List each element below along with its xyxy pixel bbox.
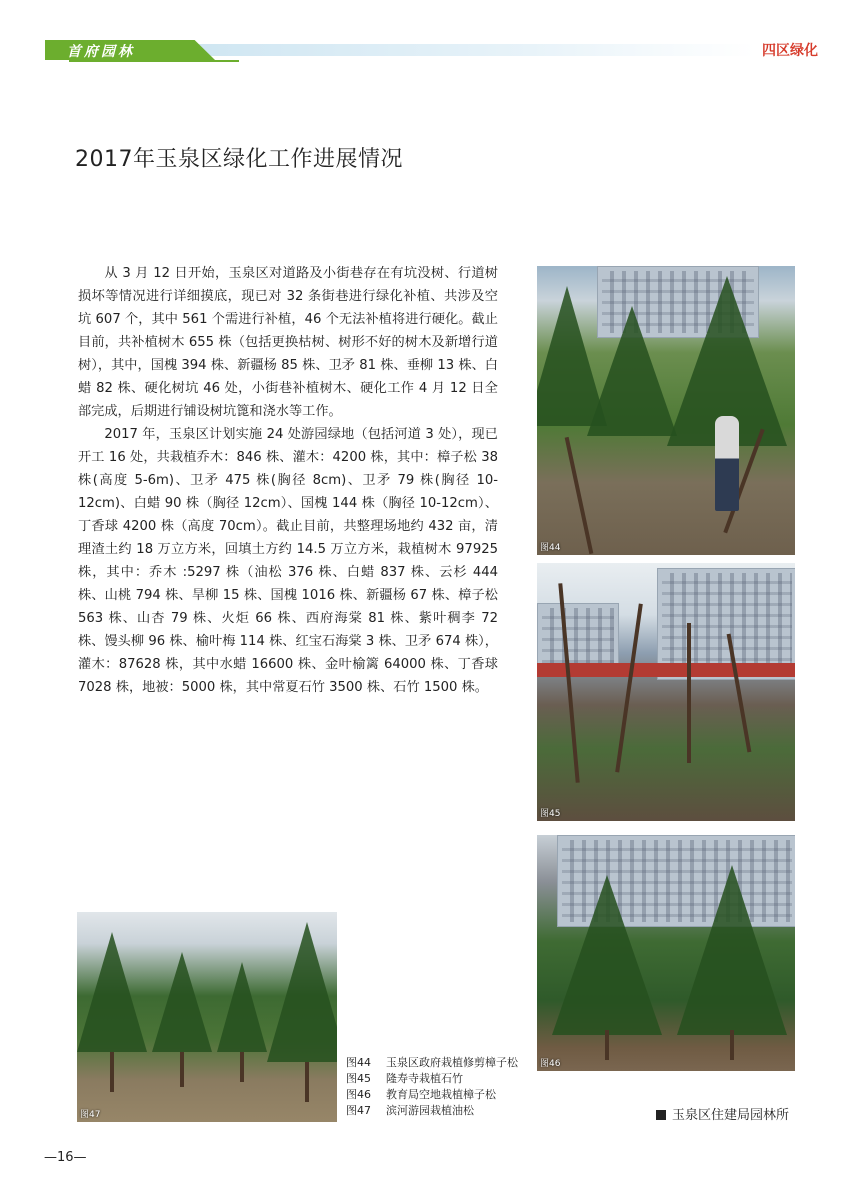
worker (715, 416, 739, 511)
tree-trunk (730, 1030, 734, 1060)
shopfront-sign (537, 663, 795, 677)
pine-tree (552, 875, 662, 1035)
tree-trunk (180, 1052, 184, 1087)
caption-number: 图44 (346, 1056, 371, 1069)
photo-46 (537, 835, 795, 1071)
caption-number: 图45 (346, 1072, 371, 1085)
caption-text: 教育局空地栽植樟子松 (386, 1088, 496, 1101)
pine-tree (587, 306, 677, 436)
paragraph: 2017 年，玉泉区计划实施 24 处游园绿地（包括河道 3 处），现已开工 16 处，共栽植乔木：846 株、灌木：4200 株，其中：樟子松 38 株(高度 5-6m)、卫矛 475 株(胸径 8cm)、卫矛 79 株(胸径 10-12cm)、白蜡 90 株（胸径 12cm）、国槐 144 株（胸径 10-12cm）、丁香球 4200 株（高度 70cm）。截止目前，共整理场地约 432 亩，清理渣土约 18 万立方米，回填土方约 14.5 万立方米，栽植树木 97925 株，其中：乔木 :5297 株（油松 376 株、白蜡 837 株、云杉 444 株、山桃 794 株、旱柳 15 株、国槐 1016 株、新疆杨 67 株、樟子松 563 株、山杏 79 株、火炬 66 株、西府海棠 81 株、紫叶稠李 72 株、馒头柳 96 株、榆叶梅 114 株、红宝石海棠 3 株、卫矛 674 株），灌木：87628 株，其中水蜡 16600 株、金叶榆篱 64000 株、丁香球 7028 株，地被：5000 株，其中常夏石竹 3500 株、石竹 1500 株。 (78, 427, 498, 695)
tree-trunk (240, 1052, 244, 1082)
caption-text: 滨河游园栽植油松 (386, 1104, 474, 1117)
article-body (78, 262, 498, 699)
column-name: 首府园林 (67, 44, 135, 60)
caption-text: 玉泉区政府栽植修剪樟子松 (386, 1056, 518, 1069)
photo-label: 图45 (540, 809, 561, 819)
tree-trunk (605, 1030, 609, 1060)
tree-trunk (305, 1062, 309, 1102)
section-label: 四区绿化 (762, 43, 818, 59)
tree-trunk (687, 623, 691, 763)
photo-45 (537, 563, 795, 821)
header-stripe (195, 44, 755, 56)
caption-number: 图47 (346, 1104, 371, 1117)
tree-trunk (615, 604, 643, 773)
caption-row (346, 1055, 518, 1071)
photo-label: 图44 (540, 543, 561, 553)
author-credit (656, 1104, 789, 1123)
page-number: —16— (44, 1150, 87, 1165)
square-bullet-icon (656, 1110, 666, 1120)
photo-47 (77, 912, 337, 1122)
caption-row (346, 1087, 518, 1103)
pine-tree (677, 865, 787, 1035)
photo-label: 图46 (540, 1059, 561, 1069)
caption-text: 隆寿寺栽植石竹 (386, 1072, 463, 1085)
caption-number: 图46 (346, 1088, 371, 1101)
article-title: 2017年玉泉区绿化工作进展情况 (75, 147, 403, 172)
pine-tree (77, 932, 147, 1052)
tree-trunk (110, 1052, 114, 1092)
pine-tree (152, 952, 212, 1052)
credit-text: 玉泉区住建局园林所 (672, 1108, 790, 1123)
paragraph: 从 3 月 12 日开始，玉泉区对道路及小街巷存在有坑没树、行道树损坏等情况进行详细摸底，现已对 32 条街巷进行绿化补植、共涉及空坑 607 个，其中 561 个需进行补植，46 个无法补植将进行硬化。截止目前，共补植树木 655 株（包括更换枯树、树形不好的树木及新增行道树），其中，国槐 394 株、新疆杨 85 株、卫矛 81 株、垂柳 13 株、白蜡 82 株、硬化树坑 46 处，小街巷补植树木、硬化工作 4 月 12 日全部完成，后期进行铺设树坑篦和浇水等工作。 (78, 266, 498, 419)
caption-row (346, 1071, 518, 1087)
photo-label: 图47 (80, 1110, 101, 1120)
figure-captions (346, 1055, 518, 1119)
header-bar (45, 40, 805, 62)
tree-trunk (565, 437, 594, 554)
photo-44 (537, 266, 795, 555)
caption-row (346, 1103, 518, 1119)
pine-tree (217, 962, 267, 1052)
pine-tree (267, 922, 337, 1062)
